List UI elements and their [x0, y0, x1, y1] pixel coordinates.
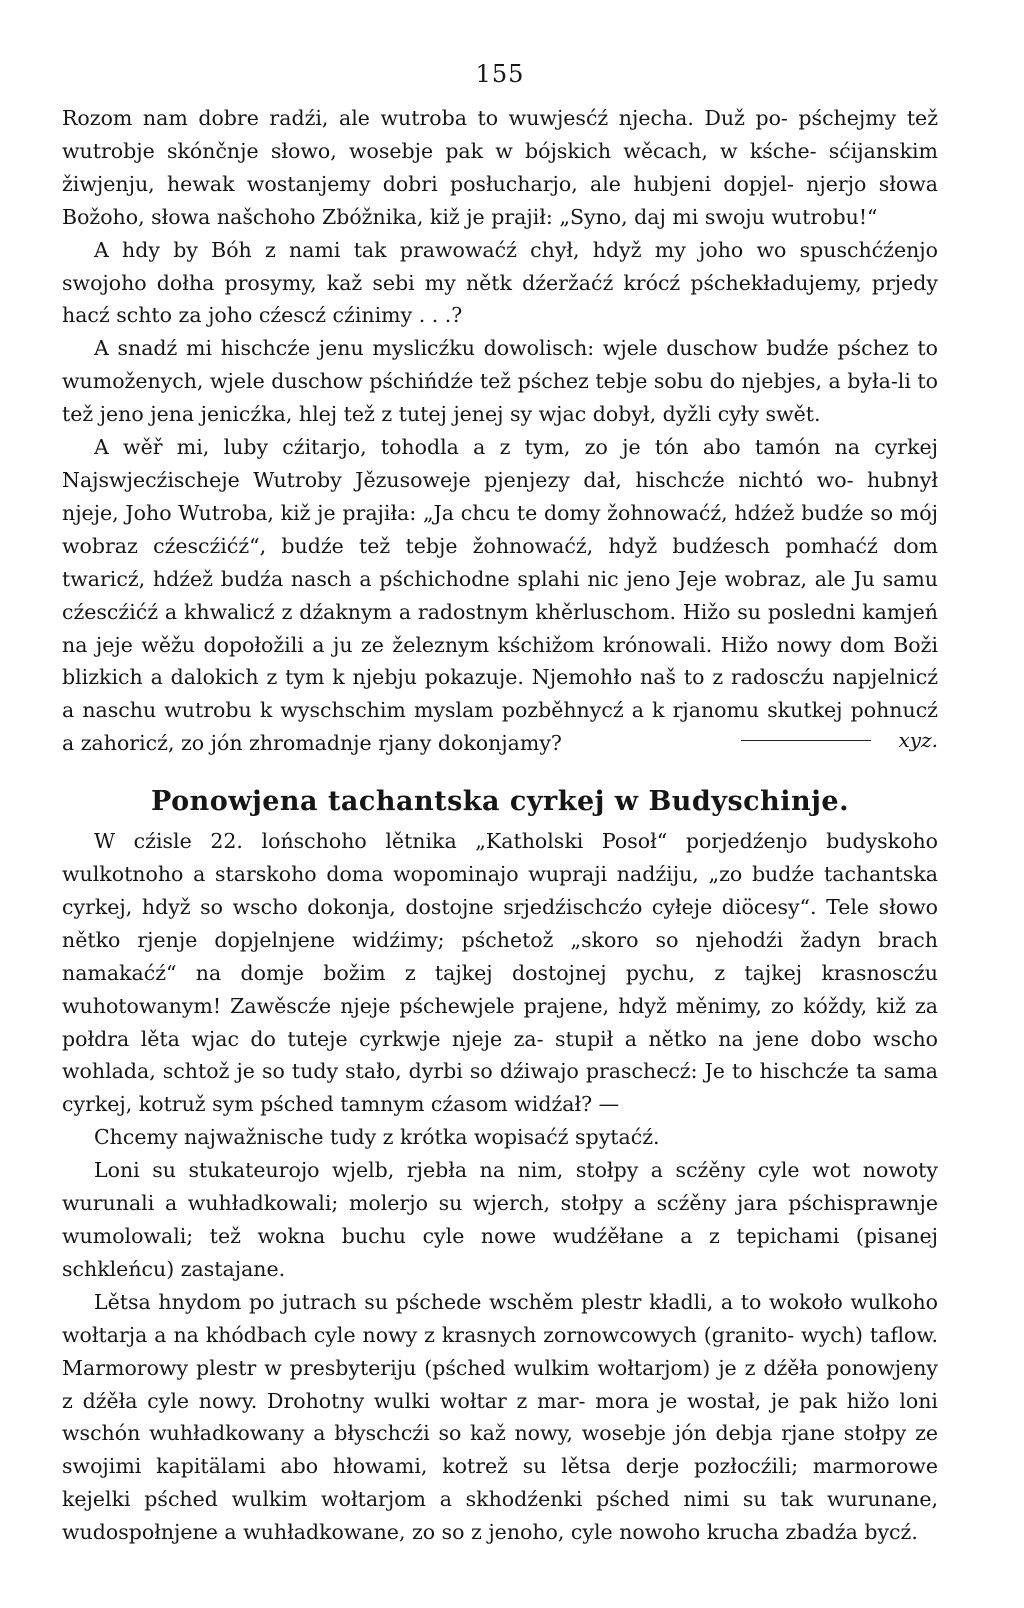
section-divider	[741, 740, 871, 741]
body-paragraph: Chcemy najwažnische tudy z krótka wopisaćź spytaćź.	[94, 1125, 660, 1150]
body-paragraph: A wěř mi, luby cźitarjo, tohodla a z tym, zo je tón abo tamón na cyrkej Najswjecźischeje Wutroby Jězusoweje pjenjezy dał, hischcźe nichtó wo- hubnył njeje, Joho Wutroba, kiž je prajiła: „Ja chcu te domy žohnowaćź, hdźež budźe so mój wobraz cźescźićź“, budźe tež tebje žohnowaćź, hdyž budźesch pomhaćź dom twaricź, hdźež budźa nasch a pśchichodne splahi nic jeno Jeje wobraz, ale Ju samu cźescźićź a khwalicź z dźaknym a radostnym khěrluschom. Hižo su posledni kamjeń na jeje wěžu dopołožili a ju ze železnym kśchižom krónowali. Hižo nowy dom Boži blizkich a dalokich z tym k njebju pokazuje. Njemohło naš to z radoscźu napjelnicź a naschu wutrobu k wyschschim myslam pozběhnycź a k rjanomu skutkej pohnucź a zahoricź, zo jón zhromadnje rjany dokonjamy?	[62, 435, 938, 756]
article-heading: Ponowjena tachantska cyrkej w Budyschinje.	[151, 786, 849, 818]
body-paragraph: A hdy by Bóh z nami tak prawowaćź chył, hdyž my joho wo spuschćźenjo swojoho dołha prosymy, kaž sebi my nětk dźeržaćź krócź pśchekładujemy, prjedy hacź schto za joho cźescź cźinimy . . .?	[62, 237, 938, 328]
body-paragraph: Rozom nam dobre radźi, ale wutroba to wuwjesćź njecha. Duž po- pśchejmy tež wutrobje skónčnje słowo, wosebje pak w bójskich wěcach, w kśche- sćijanskim žiwjenju, hewak wostanjemy dobri posłucharjo, ale hubjeni dopjel- njerjo słowa Božoho, słowa našchoho Zbóžnika, kiž je prajił: „Syno, daj mi swoju wutrobu!“	[62, 106, 938, 229]
body-paragraph: Lětsa hnydom po jutrach su pśchede wschěm plestr kładli, a to wokoło wulkoho wołtarja a na khódbach cyle nowy z krasnych zornowcowych (granito- wych) taflow. Marmorowy plestr w presbyteriju (pśched wulkim wołtarjom) je z dźěła ponowjeny z dźěła cyle nowy. Drohotny wulki wołtar z mar- mora je wostał, je pak hižo loni wschón wuhładkowany a błyschcźi so kaž nowy, wosebje jón debja rjane stołpy ze swojimi kapitälami abo hłowami, kotrež su lětsa derje pozłocźili; marmorowe kejelki pśched wulkim wołtarjom a skhodźenki pśched nimi su tak wurunane, wudospołnjene a wuhładkowane, zo so z jenoho, cyle nowoho krucha zbadźa bycź.	[62, 1289, 938, 1545]
author-signature: xyz.	[898, 728, 938, 753]
page-number: 155	[475, 60, 525, 88]
body-paragraph: A snadź mi hischcźe jenu myslicźku dowolisch: wjele duschow budźe pśchez to wumoženych, wjele duschow pśchińdźe tež pśchez tebje sobu do njebjes, a była-li to tež jeno jena jenicźka, hlej tež z tutej jenej sy wjac dobył, dyžli cyły swět.	[62, 336, 938, 427]
body-paragraph: W cźisle 22. lońschoho lětnika „Katholski Posoł“ porjedźenjo budyskoho wulkotnoho a starskoho doma wopominajo wupraji nadźiju, „zo budźe tachantska cyrkej, hdyž so wscho dokonja, dostojne srjedźischcźo cyłeje diöcesy“. Tele słowo nětko rjenje dopjelnjene widźimy; pśchetož „skoro so njehodźi žadyn brach namakaćź“ na domje božim z tajkej dostojnej pychu, z tajkej krasnoscźu wuhotowanym! Zawěscźe njeje pśchewjele prajene, hdyž měnimy, zo kóždy, kiž za połdra lěta wjac do tuteje cyrkwje njeje za- stupił a nětko na jene dobo wscho wohlada, schtož je so tudy stało, dyrbi so dźiwajo praschecź: Je to hischcźe ta sama cyrkej, kotruž sym pśched tamnym cźasom widźał? —	[62, 829, 938, 1117]
body-paragraph: Loni su stukateurojo wjelb, rjebła na nim, stołpy a scźěny cyle wot nowoty wurunali a wuhładkowali; molerjo su wjerch, stołpy a scźěny jara pśchisprawnje wumolowali; tež wokna buchu cyle nowe wudźěłane a z tepichami (pisanej schkleńcu) zastajane.	[62, 1158, 938, 1281]
